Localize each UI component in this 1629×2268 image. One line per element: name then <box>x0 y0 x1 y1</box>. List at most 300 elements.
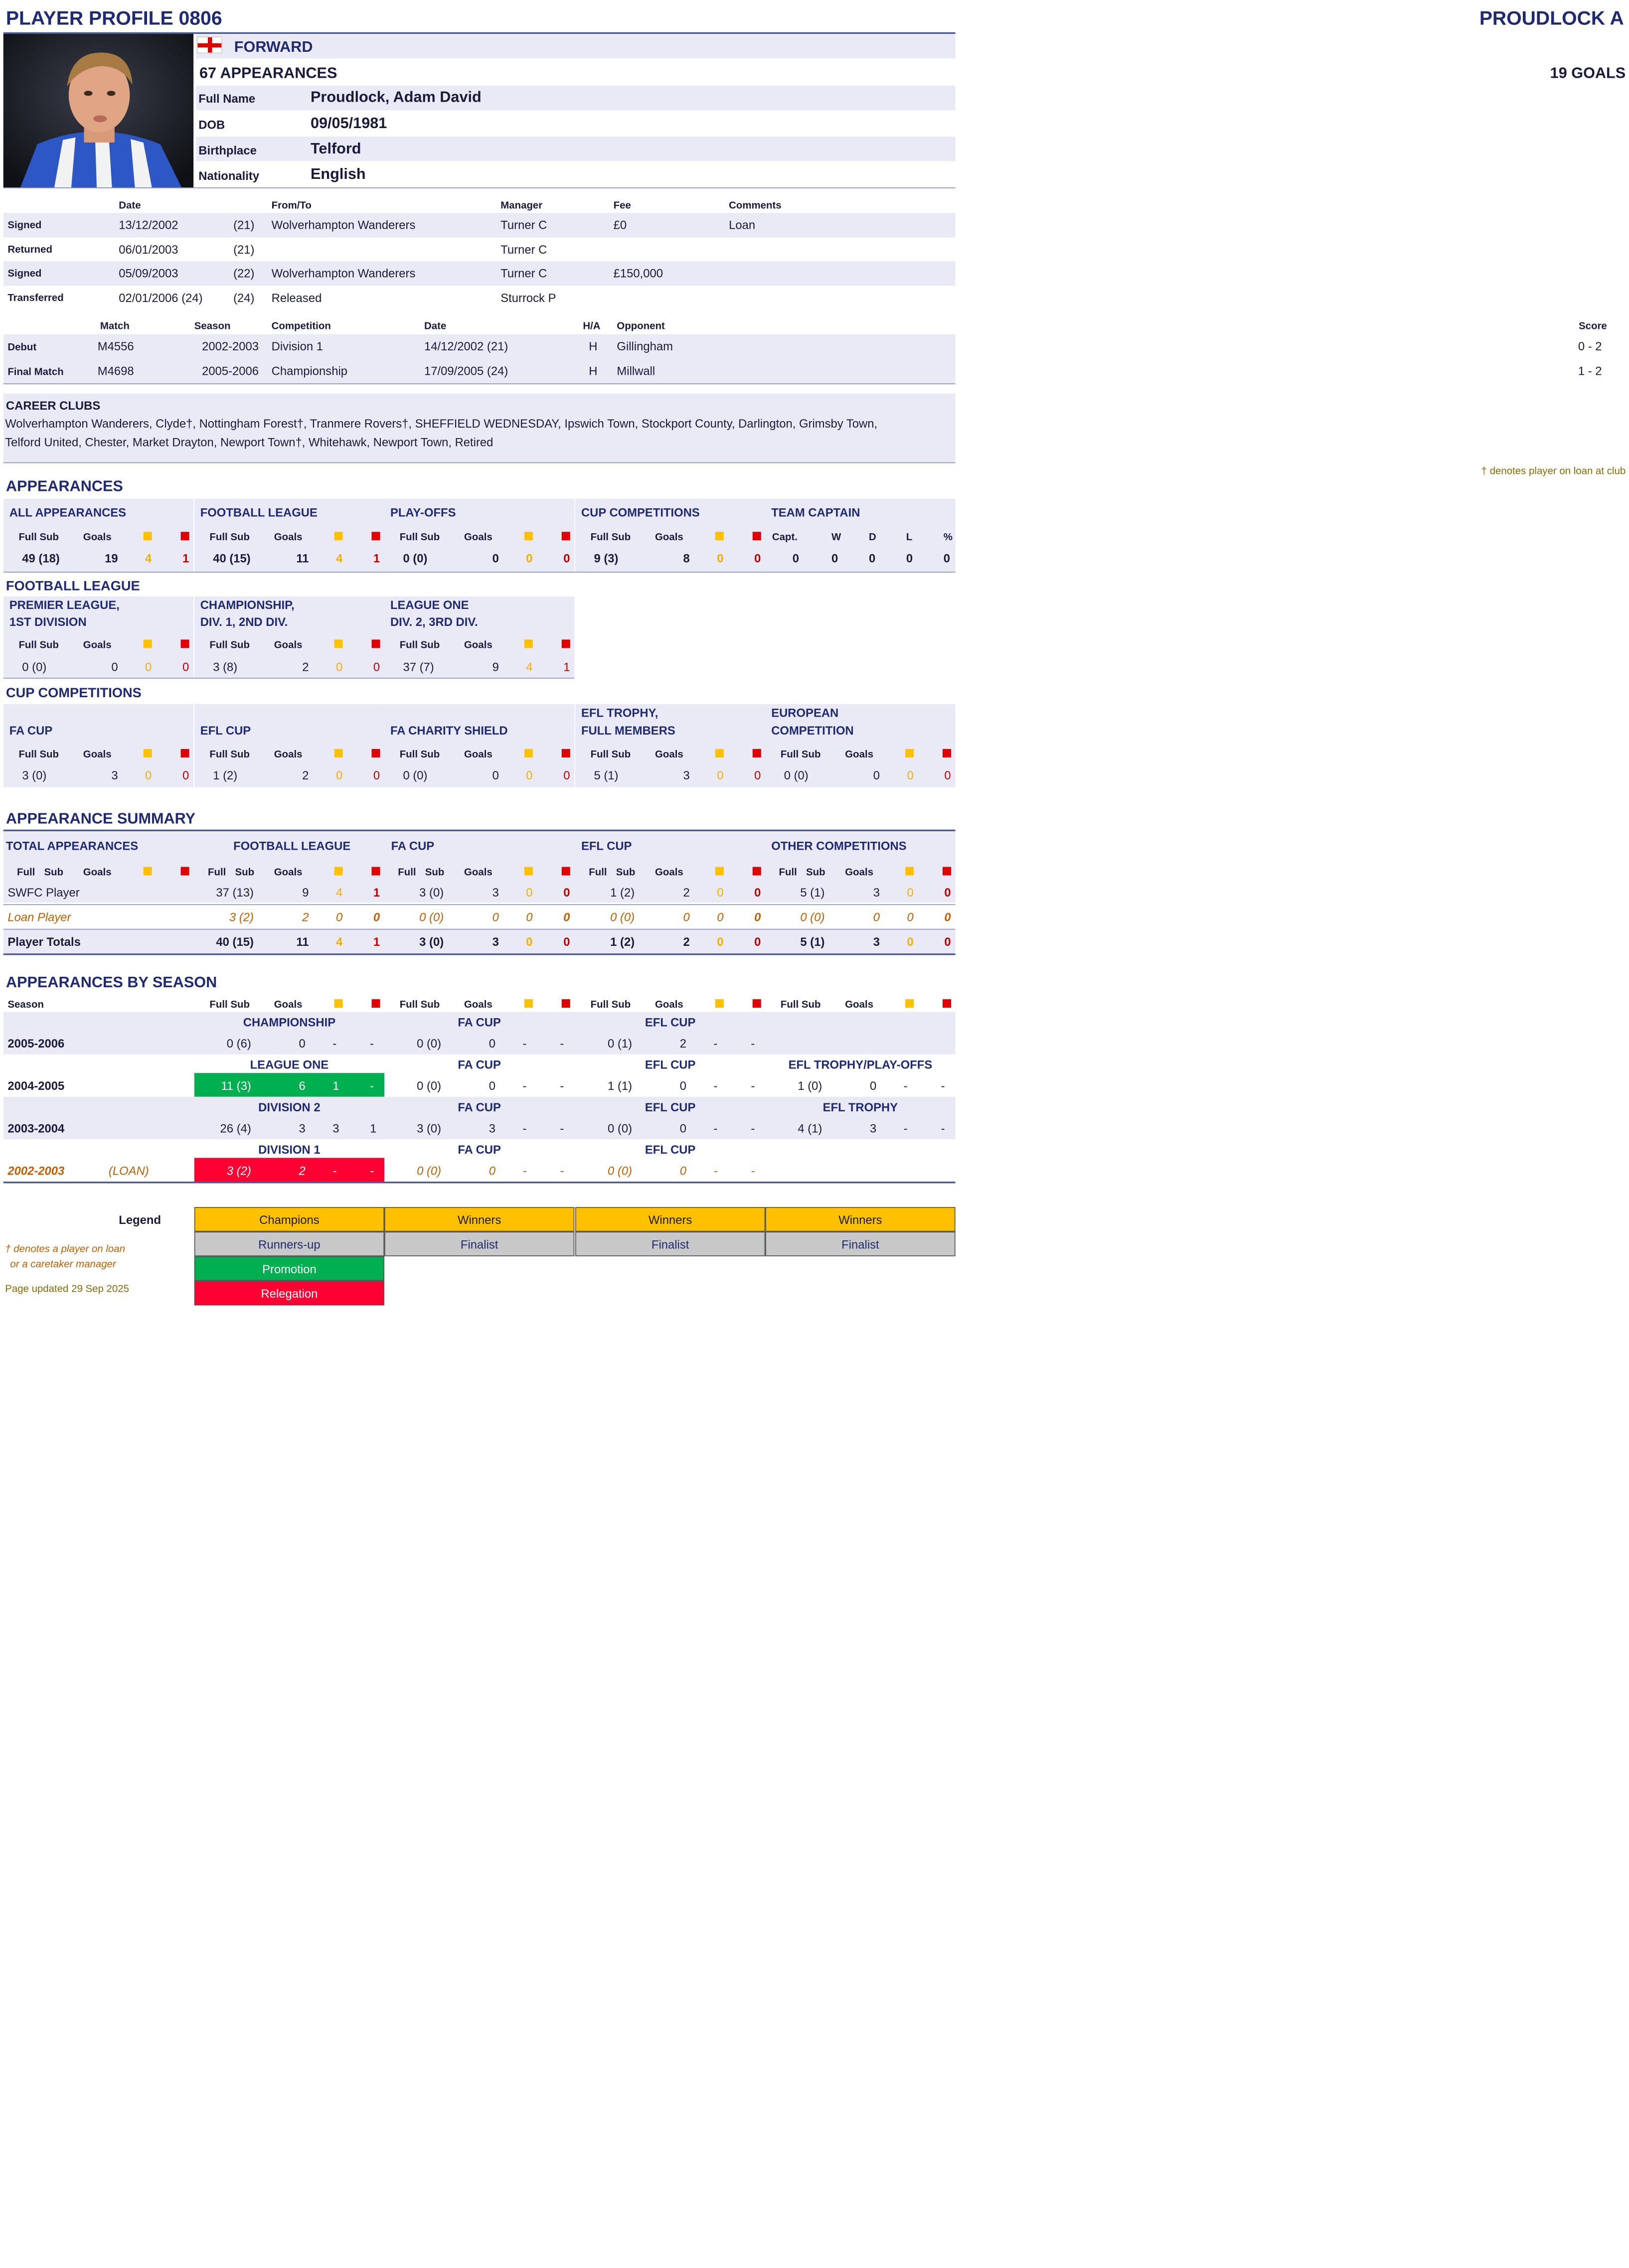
career-rule <box>3 462 956 463</box>
summary-red: 1 <box>373 885 380 900</box>
full-sub-value: 0 (0) <box>22 660 47 674</box>
matches-header-competition: Competition <box>271 319 331 332</box>
summary-full-sub: 5 (1) <box>800 885 825 900</box>
red-value: 1 <box>373 551 380 565</box>
player-photo <box>3 34 193 187</box>
season-full-sub: 0 (0) <box>417 1036 442 1051</box>
goals-value: 0 <box>873 768 880 782</box>
transfer-manager: Turner C <box>500 266 547 280</box>
red-value: 1 <box>182 551 189 565</box>
by-season-title: APPEARANCES BY SEASON <box>5 974 217 991</box>
goals-value: 9 <box>492 660 499 674</box>
season-red: - <box>751 1164 755 1178</box>
full-sub-label: Full Sub <box>590 531 631 543</box>
goals-value: 2 <box>302 768 309 782</box>
summary-yellow: 0 <box>336 910 343 924</box>
summary-yellow: 0 <box>717 934 724 948</box>
season-yellow: - <box>903 1121 908 1135</box>
goals-label: Goals <box>655 748 683 760</box>
yellow-card-icon <box>144 749 152 757</box>
yellow-card-icon <box>524 867 533 876</box>
yellow-card-icon <box>905 867 914 876</box>
stat-block <box>575 704 765 787</box>
full-sub-value: 1 (2) <box>213 768 238 782</box>
summary-goals: 2 <box>302 910 309 924</box>
summary-red: 0 <box>373 910 380 924</box>
red-value: 0 <box>182 660 189 674</box>
transfer-type: Signed <box>7 219 42 231</box>
season-red: - <box>751 1079 755 1093</box>
full-sub-value: 37 (7) <box>403 660 434 674</box>
goals-label: Goals <box>274 638 303 651</box>
summary-col-title: FOOTBALL LEAGUE <box>233 839 351 853</box>
loan-tag: (LOAN) <box>108 1164 149 1178</box>
transfer-age: (22) <box>233 266 255 280</box>
season-full-sub: 11 (3) <box>221 1079 251 1093</box>
full-sub-value: 3 (8) <box>213 660 238 674</box>
season-red: - <box>560 1164 564 1178</box>
yellow-card-icon <box>524 532 533 540</box>
detail-label-nationality: Nationality <box>198 168 260 182</box>
captain-header-w: W <box>831 531 841 543</box>
summary-yellow: 4 <box>336 934 343 948</box>
career-line-1: Wolverhampton Wanderers, Clyde†, Nottingham Forest†, Tranmere Rovers†, SHEFFIELD WEDNESDAY, Ipswich Town, Stockport County, Darlington, Grimsby Town, <box>5 416 878 430</box>
captain-header-capt: Capt. <box>772 531 798 543</box>
match-id: M4698 <box>97 364 134 378</box>
summary-goals: 2 <box>683 885 690 900</box>
stat-block-title: FOOTBALL LEAGUE <box>200 505 318 519</box>
detail-value-birthplace: Telford <box>310 140 361 157</box>
stat-block-title: EUROPEAN <box>771 706 839 720</box>
red-card-icon <box>753 532 761 540</box>
season-yellow: - <box>522 1079 527 1093</box>
season-yellow: - <box>713 1121 718 1135</box>
full-sub-value: 0 (0) <box>784 768 809 782</box>
transfers-header-fee: Fee <box>613 199 631 211</box>
season-goals: 0 <box>869 1079 877 1093</box>
full-label: Full <box>398 866 416 878</box>
season-yellow: 1 <box>332 1079 339 1093</box>
red-card-icon <box>372 867 380 876</box>
summary-row-rule <box>3 904 956 905</box>
season-red: - <box>560 1121 564 1135</box>
full-sub-value: 9 (3) <box>594 551 619 565</box>
goals-value: 3 <box>111 768 118 782</box>
stat-block-title: EFL TROPHY, <box>581 706 658 720</box>
details-rule <box>3 187 956 188</box>
yellow-card-icon <box>715 532 724 540</box>
legend-note-2: or a caretaker manager <box>10 1258 116 1270</box>
stat-block-title: COMPETITION <box>771 723 854 738</box>
goals-label: Goals <box>274 748 303 760</box>
matches-header-opponent: Opponent <box>617 319 665 332</box>
summary-row-label: SWFC Player <box>7 885 80 900</box>
red-value: 0 <box>563 551 570 565</box>
red-value: 1 <box>563 660 570 674</box>
full-sub-value: 3 (0) <box>22 768 47 782</box>
captain-value-w: 0 <box>831 551 838 565</box>
yellow-card-icon <box>334 999 343 1008</box>
summary-goals: 3 <box>873 885 880 900</box>
match-competition: Division 1 <box>271 339 323 353</box>
captain-header-l: L <box>906 531 913 543</box>
full-sub-label: Full Sub <box>399 531 440 543</box>
legend-champions: Winners <box>384 1207 574 1231</box>
stat-block <box>384 499 574 572</box>
match-season: 2005-2006 <box>202 364 259 378</box>
summary-red: 0 <box>944 910 951 924</box>
goals-label: Goals <box>464 866 492 878</box>
full-label: Full <box>779 866 797 878</box>
goals-value: 11 <box>296 551 309 565</box>
full-sub-value: 40 (15) <box>213 551 251 565</box>
season-red: - <box>941 1079 945 1093</box>
match-opponent: Millwall <box>617 364 655 378</box>
summary-full-sub: 0 (0) <box>419 910 444 924</box>
season-competition-name: DIVISION 2 <box>258 1100 321 1114</box>
captain-value-l: 0 <box>906 551 913 565</box>
full-sub-value: 49 (18) <box>22 551 60 565</box>
matches-header-season: Season <box>194 319 231 332</box>
legend-runners-up: Finalist <box>765 1231 955 1256</box>
match-type: Debut <box>7 341 37 353</box>
stat-block <box>575 499 765 572</box>
red-value: 0 <box>754 551 761 565</box>
season-yellow: - <box>522 1164 527 1178</box>
summary-goals: 3 <box>492 885 499 900</box>
cup-competitions-title: CUP COMPETITIONS <box>5 686 142 701</box>
transfer-club: Wolverhampton Wanderers <box>271 218 416 232</box>
season-competition-name: EFL TROPHY <box>822 1100 898 1114</box>
detail-band-1 <box>196 86 955 110</box>
matches-header-ha: H/A <box>583 319 601 332</box>
summary-col-title: TOTAL APPEARANCES <box>5 839 139 853</box>
season-goals: 6 <box>299 1079 306 1093</box>
full-sub-value: 5 (1) <box>594 768 619 782</box>
goals-value: 0 <box>111 660 118 674</box>
summary-yellow: 0 <box>717 885 724 900</box>
stat-block <box>3 597 193 678</box>
red-value: 0 <box>563 768 570 782</box>
goals-value: 19 <box>105 551 118 565</box>
season-goals: 0 <box>489 1079 496 1093</box>
detail-value-nationality: English <box>310 165 366 182</box>
match-date: 14/12/2002 (21) <box>424 339 508 353</box>
transfer-age: (24) <box>233 291 255 305</box>
match-ha: H <box>589 339 598 353</box>
season-competition-name: EFL CUP <box>645 1100 696 1114</box>
season-red: - <box>370 1079 374 1093</box>
full-sub-label: Full Sub <box>590 998 631 1011</box>
stat-block <box>384 597 574 678</box>
season-competition-name: FA CUP <box>458 1058 501 1071</box>
match-ha: H <box>589 364 598 378</box>
appearances-title: APPEARANCES <box>5 477 123 495</box>
yellow-card-icon <box>144 639 152 648</box>
season-competition-name: FA CUP <box>458 1015 501 1029</box>
season-header: Season <box>7 998 44 1011</box>
full-sub-label: Full Sub <box>209 998 250 1011</box>
yellow-value: 4 <box>336 551 343 565</box>
goals-label: Goals <box>655 866 683 878</box>
yellow-card-icon <box>334 749 343 757</box>
yellow-value: 4 <box>145 551 152 565</box>
red-card-icon <box>562 532 570 540</box>
season-label: 2005-2006 <box>7 1036 65 1051</box>
season-label: 2003-2004 <box>7 1121 65 1135</box>
goals-value: 8 <box>683 551 690 565</box>
goals-label: Goals <box>83 748 112 760</box>
summary-full-sub: 3 (0) <box>419 934 444 948</box>
red-value: 0 <box>373 660 380 674</box>
season-yellow: - <box>903 1079 908 1093</box>
legend-runners-up: Runners-up <box>194 1231 384 1256</box>
season-full-sub: 4 (1) <box>798 1121 822 1135</box>
yellow-card-icon <box>905 749 914 757</box>
summary-yellow: 4 <box>336 885 343 900</box>
summary-red: 0 <box>563 885 570 900</box>
total-appearances: 67 APPEARANCES <box>199 64 337 82</box>
match-type: Final Match <box>7 365 64 378</box>
career-title: CAREER CLUBS <box>5 398 101 413</box>
goals-label: Goals <box>464 748 492 760</box>
summary-yellow: 0 <box>907 934 914 948</box>
season-competition-name: EFL CUP <box>645 1058 696 1071</box>
goals-label: Goals <box>464 531 492 543</box>
full-sub-label: Full Sub <box>590 748 631 760</box>
season-highlight-relegation <box>194 1158 384 1182</box>
season-full-sub: 1 (1) <box>608 1079 633 1093</box>
captain-value-capt: 0 <box>792 551 800 565</box>
season-label: 2002-2003 <box>7 1164 65 1178</box>
summary-yellow: 0 <box>907 885 914 900</box>
season-full-sub: 0 (0) <box>608 1121 633 1135</box>
transfer-comments: Loan <box>729 218 756 232</box>
red-card-icon <box>372 999 380 1008</box>
summary-row-label: Player Totals <box>7 934 81 948</box>
stat-block-title: PREMIER LEAGUE, <box>9 598 120 612</box>
season-goals: 0 <box>679 1079 686 1093</box>
page-title: PLAYER PROFILE 0806 <box>5 6 222 29</box>
summary-goals: 0 <box>492 910 499 924</box>
summary-full-sub: 3 (0) <box>419 885 444 900</box>
transfer-date: 06/01/2003 <box>119 242 178 257</box>
legend-title: Legend <box>119 1213 162 1227</box>
transfer-fee: £150,000 <box>613 266 663 280</box>
stat-block <box>384 704 574 787</box>
stat-block-title: DIV. 2, 3RD DIV. <box>390 615 478 629</box>
season-goals: 0 <box>489 1164 496 1178</box>
full-sub-label: Full Sub <box>209 748 250 760</box>
legend-relegation: Relegation <box>194 1281 384 1305</box>
season-full-sub: 3 (0) <box>417 1121 442 1135</box>
full-label: Full <box>589 866 607 878</box>
football-league-title: FOOTBALL LEAGUE <box>5 579 140 594</box>
match-score: 1 - 2 <box>1578 364 1602 378</box>
season-goals: 3 <box>299 1121 306 1135</box>
detail-label-fullname: Full Name <box>198 91 256 106</box>
goals-label: Goals <box>655 998 683 1011</box>
transfer-manager: Sturrock P <box>500 291 556 305</box>
transfer-date: 02/01/2006 (24) <box>119 291 203 305</box>
stat-block <box>765 704 955 787</box>
red-value: 0 <box>182 768 189 782</box>
yellow-value: 0 <box>907 768 914 782</box>
goals-value: 3 <box>683 768 690 782</box>
detail-label-dob: DOB <box>198 118 225 132</box>
season-competition-name: EFL CUP <box>645 1015 696 1029</box>
sub-label: Sub <box>616 866 636 878</box>
summary-red: 0 <box>754 910 761 924</box>
yellow-value: 4 <box>526 660 533 674</box>
summary-red: 0 <box>754 934 761 948</box>
season-full-sub: 0 (1) <box>608 1036 633 1051</box>
season-full-sub: 1 (0) <box>798 1079 822 1093</box>
red-card-icon <box>181 639 189 648</box>
legend-champions: Winners <box>765 1207 955 1231</box>
red-card-icon <box>372 639 380 648</box>
summary-red: 0 <box>754 885 761 900</box>
season-red: - <box>751 1121 755 1135</box>
summary-full-sub: 37 (13) <box>216 885 254 900</box>
season-yellow: - <box>332 1036 337 1051</box>
yellow-card-icon <box>524 749 533 757</box>
yellow-value: 0 <box>336 768 343 782</box>
yellow-card-icon <box>524 999 533 1008</box>
detail-label-birthplace: Birthplace <box>198 143 257 157</box>
captain-block <box>765 499 955 572</box>
season-full-sub: 0 (0) <box>608 1164 633 1178</box>
stat-block-title: DIV. 1, 2ND DIV. <box>200 615 288 629</box>
season-goals: 0 <box>489 1036 496 1051</box>
captain-header-pct: % <box>943 531 953 543</box>
season-red: - <box>560 1079 564 1093</box>
full-sub-label: Full Sub <box>780 748 821 760</box>
summary-red: 0 <box>944 885 951 900</box>
summary-red: 0 <box>563 934 570 948</box>
player-name-title: PROUDLOCK A <box>1479 6 1624 29</box>
summary-yellow: 0 <box>526 934 533 948</box>
sub-label: Sub <box>235 866 255 878</box>
full-sub-value: 0 (0) <box>403 551 428 565</box>
season-yellow: - <box>522 1036 527 1051</box>
yellow-card-icon <box>334 532 343 540</box>
full-sub-label: Full Sub <box>399 998 440 1011</box>
season-full-sub: 0 (0) <box>417 1079 442 1093</box>
goals-value: 2 <box>302 660 309 674</box>
england-flag-icon <box>197 36 222 53</box>
red-card-icon <box>181 532 189 540</box>
summary-full-sub: 1 (2) <box>610 934 635 948</box>
yellow-value: 0 <box>526 768 533 782</box>
stat-block <box>3 704 193 787</box>
season-yellow: - <box>522 1121 527 1135</box>
transfer-date: 13/12/2002 <box>119 218 178 232</box>
player-position: FORWARD <box>234 38 313 55</box>
season-full-sub: 0 (6) <box>226 1036 251 1051</box>
yellow-card-icon <box>144 532 152 540</box>
stat-block-title: 1ST DIVISION <box>9 615 87 629</box>
red-card-icon <box>562 867 570 876</box>
sub-label: Sub <box>806 866 825 878</box>
stat-block-title: LEAGUE ONE <box>390 598 469 612</box>
match-competition: Championship <box>271 364 348 378</box>
matches-rule <box>3 383 956 384</box>
goals-label: Goals <box>83 531 112 543</box>
yellow-card-icon <box>715 999 724 1008</box>
transfer-manager: Turner C <box>500 218 547 232</box>
full-sub-label: Full Sub <box>780 998 821 1011</box>
stat-block-title: PLAY-OFFS <box>390 505 456 519</box>
full-label: Full <box>17 866 35 878</box>
summary-red: 0 <box>563 910 570 924</box>
full-sub-label: Full Sub <box>399 748 440 760</box>
stat-block <box>3 499 193 572</box>
yellow-card-icon <box>715 867 724 876</box>
summary-col-title: EFL CUP <box>581 839 632 853</box>
season-red: - <box>941 1121 945 1135</box>
sub-label: Sub <box>44 866 64 878</box>
summary-full-sub: 5 (1) <box>800 934 825 948</box>
legend-promotion: Promotion <box>194 1256 384 1281</box>
season-red: 1 <box>370 1121 377 1135</box>
matches-header-score: Score <box>1578 319 1607 332</box>
yellow-value: 0 <box>717 551 724 565</box>
yellow-value: 0 <box>145 768 152 782</box>
summary-full-sub: 0 (0) <box>800 910 825 924</box>
sub-label: Sub <box>425 866 445 878</box>
season-goals: 0 <box>299 1036 306 1051</box>
season-goals: 0 <box>679 1164 686 1178</box>
goals-label: Goals <box>83 638 112 651</box>
stat-block-title: ALL APPEARANCES <box>9 505 127 519</box>
red-card-icon <box>562 999 570 1008</box>
red-card-icon <box>753 867 761 876</box>
loan-note: † denotes player on loan at club <box>1481 464 1626 477</box>
match-id: M4556 <box>97 339 134 353</box>
season-competition-name: LEAGUE ONE <box>250 1058 329 1071</box>
captain-value-d: 0 <box>868 551 876 565</box>
red-card-icon <box>181 749 189 757</box>
summary-col-title: OTHER COMPETITIONS <box>771 839 907 853</box>
transfer-type: Transferred <box>7 292 64 304</box>
stat-block <box>194 704 384 787</box>
full-sub-label: Full Sub <box>209 638 250 651</box>
matches-header-match: Match <box>100 319 130 332</box>
matches-header-date: Date <box>424 319 447 332</box>
goals-label: Goals <box>464 638 492 651</box>
season-competition-name: FA CUP <box>458 1142 501 1156</box>
legend-runners-up: Finalist <box>384 1231 574 1256</box>
red-card-icon <box>562 749 570 757</box>
summary-row-rule <box>3 953 956 955</box>
yellow-value: 0 <box>717 768 724 782</box>
match-score: 0 - 2 <box>1578 339 1602 353</box>
page-updated: Page updated 29 Sep 2025 <box>5 1282 129 1295</box>
stat-block <box>194 597 384 678</box>
season-yellow: - <box>713 1036 718 1051</box>
summary-goals: 3 <box>492 934 499 948</box>
stat-block-title: EFL CUP <box>200 723 251 738</box>
transfer-fee: £0 <box>613 218 627 232</box>
red-value: 0 <box>373 768 380 782</box>
summary-yellow: 0 <box>526 910 533 924</box>
summary-goals: 11 <box>296 934 309 948</box>
red-value: 0 <box>754 768 761 782</box>
goals-label: Goals <box>274 531 303 543</box>
season-competition-name: EFL TROPHY/PLAY-OFFS <box>788 1058 933 1071</box>
goals-label: Goals <box>655 531 683 543</box>
